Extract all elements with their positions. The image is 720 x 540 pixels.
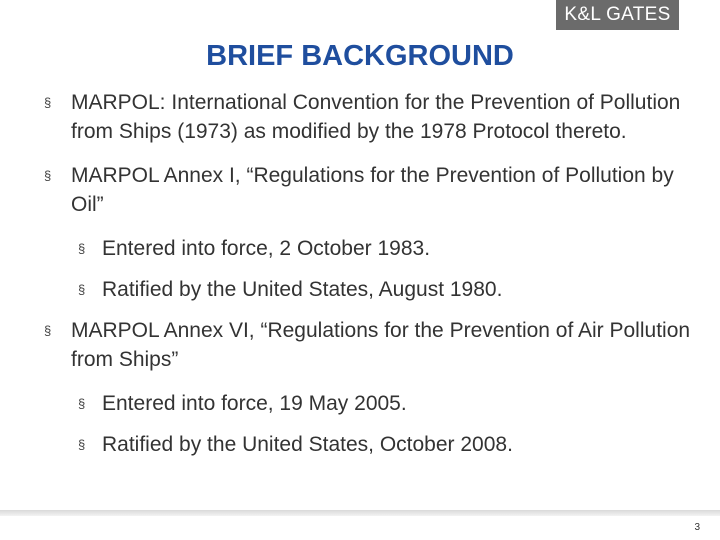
bullet-text: MARPOL Annex VI, “Regulations for the Prevention of Air Pollution from Ships” <box>71 319 691 371</box>
bullet-marpol <box>44 88 694 146</box>
sub-bullet-annex-vi-ratified <box>44 430 694 459</box>
bullet-marker: § <box>78 396 86 411</box>
page-number: 3 <box>694 522 700 533</box>
bullet-text: Entered into force, 2 October 1983. <box>102 237 431 260</box>
bullet-marker: § <box>44 168 52 183</box>
bullet-marker: § <box>78 282 86 297</box>
kl-gates-logo: K&L GATES <box>556 0 679 30</box>
bullet-text: MARPOL Annex I, “Regulations for the Prevention of Pollution by Oil” <box>71 164 674 216</box>
bullet-marker: § <box>44 95 52 110</box>
sub-bullet-annex-i-force <box>44 234 694 263</box>
bullet-text: Ratified by the United States, August 1980. <box>102 278 503 301</box>
bullet-list <box>44 88 694 471</box>
bullet-marker: § <box>44 323 52 338</box>
sub-bullet-annex-vi-force <box>44 389 694 418</box>
bullet-annex-i <box>44 161 694 219</box>
footer-divider <box>0 510 720 516</box>
bullet-annex-vi <box>44 316 694 374</box>
sub-bullet-annex-i-ratified <box>44 275 694 304</box>
bullet-text: Ratified by the United States, October 2008. <box>102 433 513 456</box>
slide-title: BRIEF BACKGROUND <box>206 40 514 72</box>
bullet-text: Entered into force, 19 May 2005. <box>102 392 407 415</box>
bullet-marker: § <box>78 437 86 452</box>
bullet-text: MARPOL: International Convention for the Prevention of Pollution from Ships (1973) as modified by the 1978 Protocol thereto. <box>71 91 681 143</box>
bullet-marker: § <box>78 241 86 256</box>
